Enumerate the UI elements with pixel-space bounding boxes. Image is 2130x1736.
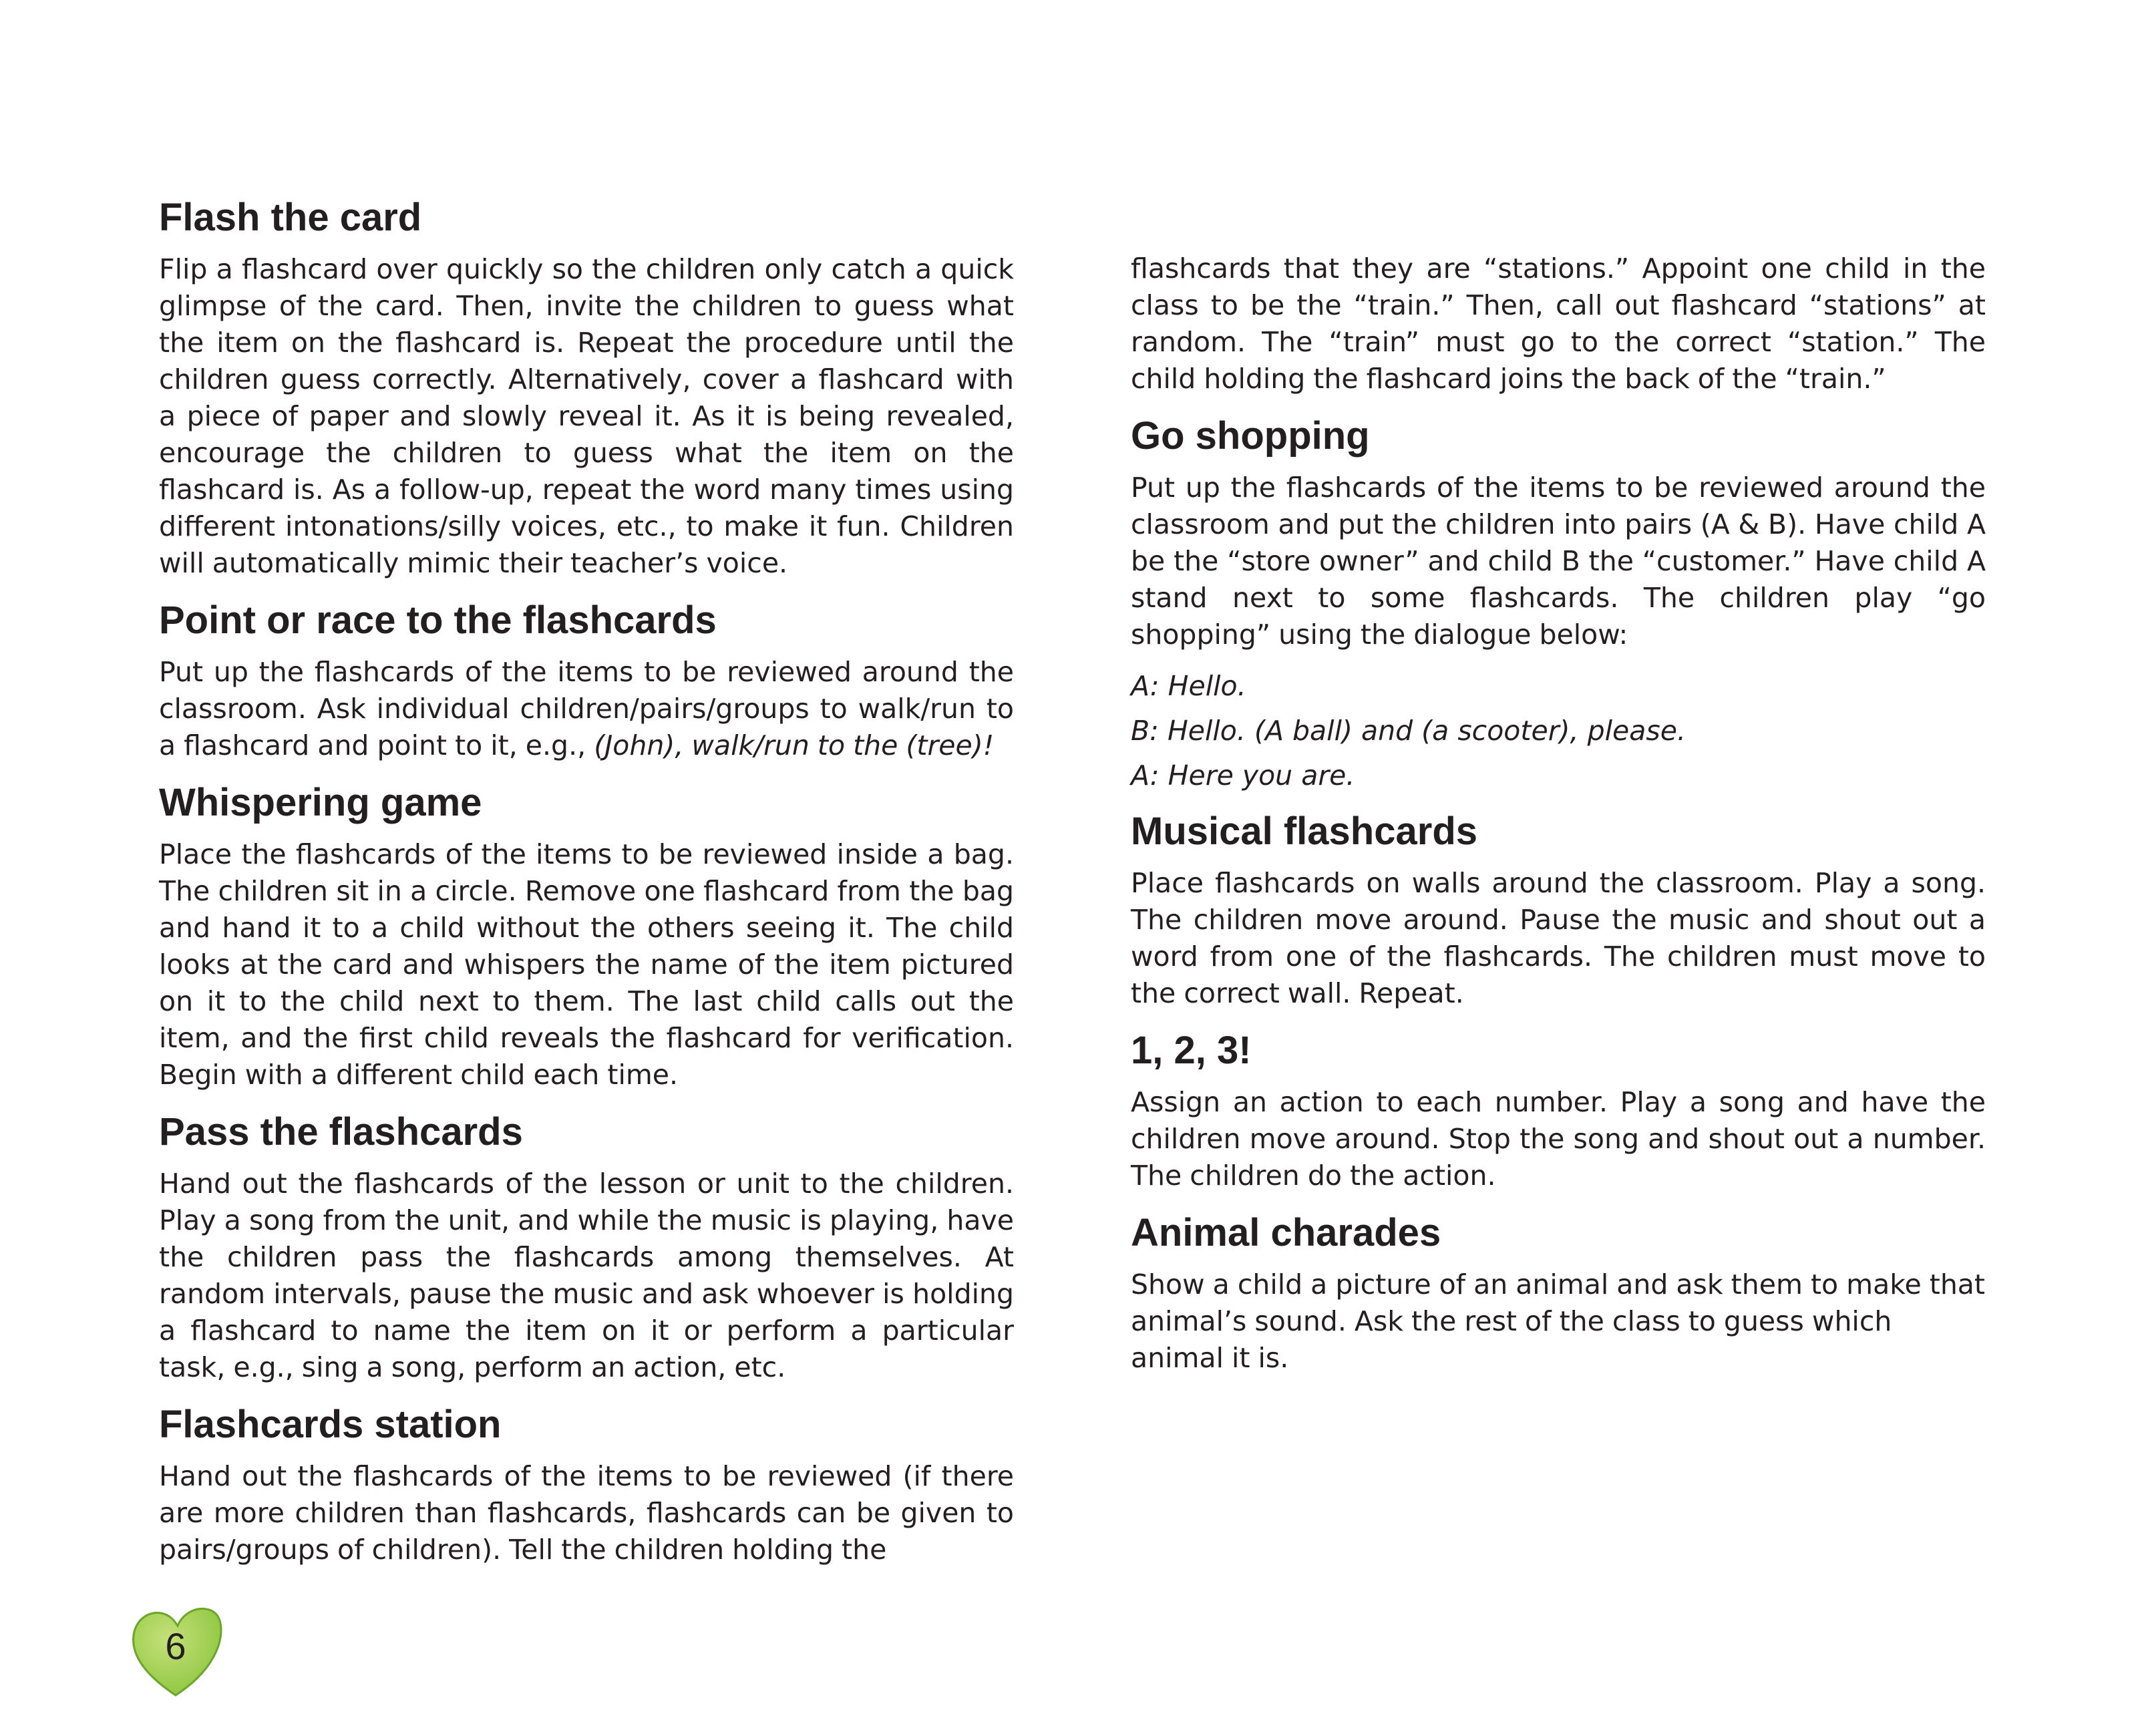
paragraph-go-shopping: Put up the flashcards of the items to be reviewed around the classroom and put the children into pairs (A & B). Have child A be the “store owner” and child B the “customer.” Have child A stand next to some flashcards. The children play “go shopping” using the dialogue below: (1131, 472, 1986, 651)
right-column (1131, 250, 1986, 1391)
heading-go-shopping: Go shopping (1131, 414, 1370, 458)
point-example-text: (John), walk/run to the (tree)! (594, 729, 995, 761)
paragraph-1-2-3: Assign an action to each number. Play a song and have the children move around. Stop the song and shout out a number. The children do the action. (1131, 1086, 1986, 1192)
paragraph-musical-flashcards: Place flashcards on walls around the classroom. Play a song. The children move around. Pause the music and shout out a word from one of the flashcards. The children must move to the correct wall. Repeat. (1131, 867, 1986, 1009)
paragraph-flashcards-station-continued: flashcards that they are “stations.” Appoint one child in the class to be the “train.” Then, call out flashcard “stations” at random. The “train” must go to the correct “station.” The child holding the flashcard joins the back of the “train.” (1131, 252, 1986, 395)
paragraph-whispering-game: Place the flashcards of the items to be reviewed inside a bag. The children sit in a circle. Remove one flashcard from the bag and hand it to a child without the others seeing it. The child looks at the card and whispers the name of the item pictured on it to the child next to them. The last child calls out the item, and the first child reveals the flashcard for verification. Begin with a different child each time. (159, 838, 1014, 1091)
page-number-badge (126, 1602, 226, 1702)
paragraph-pass-the-flashcards: Hand out the flashcards of the lesson or unit to the children. Play a song from the unit, and while the music is playing, have the children pass the flashcards among themselves. At random intervals, pause the music and ask whoever is holding a flashcard to name the item on it or perform a particular task, e.g., sing a song, perform an action, etc. (159, 1168, 1014, 1383)
heading-musical-flashcards: Musical flashcards (1131, 810, 1477, 853)
paragraph-flash-the-card: Flip a flashcard over quickly so the children only catch a quick glimpse of the card. Then, invite the children to guess what the item on the flashcard is. Repeat the procedure until the children guess correctly. Alternatively, cover a flashcard with a piece of paper and slowly reveal it. As it is being revealed, encourage the children to guess what the item on the flashcard is. As a follow-up, repeat the word many times using different intonations/silly voices, etc., to make it fun. Children will automatically mimic their teacher’s voice. (159, 253, 1014, 579)
dialogue-line-2: B: Hello. (A ball) and (a scooter), please. (1131, 715, 1686, 747)
dialogue-line-3: A: Here you are. (1131, 759, 1355, 792)
heading-point-or-race: Point or race to the flashcards (159, 598, 717, 642)
left-column (159, 194, 1014, 1583)
page-number: 6 (165, 1625, 186, 1667)
paragraph-flashcards-station: Hand out the flashcards of the items to be reviewed (if there are more children than flashcards, flashcards can be given to pairs/groups of children). Tell the children holding the (159, 1460, 1014, 1566)
paragraph-point-or-race (159, 654, 1014, 764)
dialogue-line-1: A: Hello. (1131, 670, 1246, 702)
heading-whispering-game: Whispering game (159, 781, 482, 824)
heading-pass-the-flashcards: Pass the flashcards (159, 1110, 523, 1154)
heading-flashcards-station: Flashcards station (159, 1403, 502, 1446)
heading-flash-the-card: Flash the card (159, 196, 422, 239)
paragraph-animal-charades: Show a child a picture of an animal and ask them to make that animal’s sound. Ask the rest of the class to guess which animal it is. (1131, 1268, 1986, 1374)
heading-animal-charades: Animal charades (1131, 1211, 1441, 1254)
heading-1-2-3: 1, 2, 3! (1131, 1029, 1252, 1072)
point-body-text: Put up the flashcards of the items to be reviewed around the classroom. Ask individual children/pairs/groups to walk/run to a flashcard and point to it, e.g., (159, 656, 1014, 761)
